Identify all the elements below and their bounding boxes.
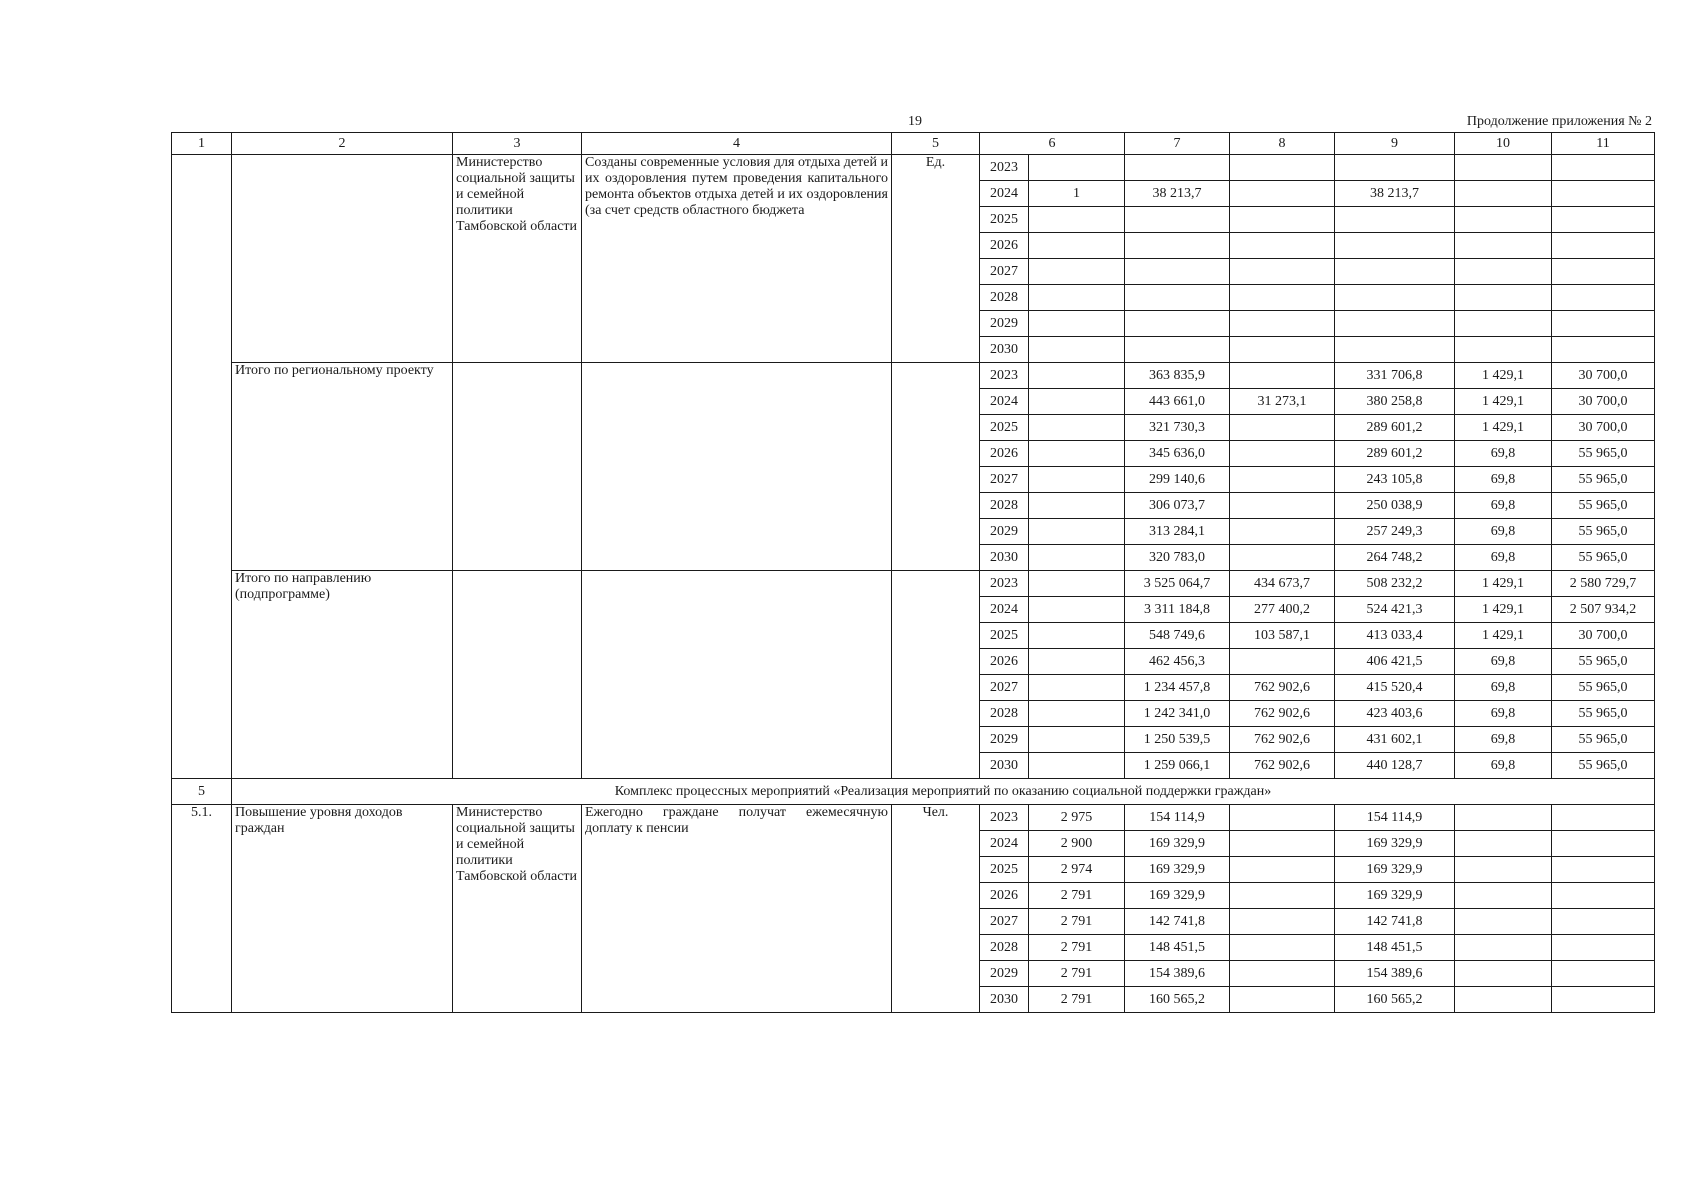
cell-value: 321 730,3 (1125, 415, 1230, 441)
cell-value: 69,8 (1455, 545, 1552, 571)
cell-value (1029, 207, 1125, 233)
cell-year: 2028 (980, 285, 1029, 311)
cell-value (1230, 883, 1335, 909)
cell-executor (453, 363, 582, 571)
cell-year: 2028 (980, 493, 1029, 519)
cell-result (582, 363, 892, 571)
cell-year: 2024 (980, 831, 1029, 857)
cell-value: 2 791 (1029, 987, 1125, 1013)
cell-value: 462 456,3 (1125, 649, 1230, 675)
cell-year: 2029 (980, 961, 1029, 987)
cell-unit: Чел. (892, 805, 980, 1013)
cell-number: 5.1. (172, 805, 232, 1013)
cell-value (1552, 909, 1655, 935)
cell-value: 313 284,1 (1125, 519, 1230, 545)
cell-result: Созданы современные условия для отдыха детей и их оздоровления путем проведения капитального ремонта объектов отдыха детей и их оздоровления (за счет средств областного бюджета (582, 155, 892, 363)
cell-value: 2 791 (1029, 909, 1125, 935)
cell-value: 2 580 729,7 (1552, 571, 1655, 597)
cell-result: Ежегодно граждане получат ежемесячную доплату к пенсии (582, 805, 892, 1013)
cell-value: 345 636,0 (1125, 441, 1230, 467)
header-cell: 6 (980, 133, 1125, 155)
cell-value: 434 673,7 (1230, 571, 1335, 597)
cell-value: 250 038,9 (1335, 493, 1455, 519)
cell-value: 1 242 341,0 (1125, 701, 1230, 727)
cell-value (1230, 805, 1335, 831)
cell-value: 55 965,0 (1552, 675, 1655, 701)
cell-value (1230, 285, 1335, 311)
cell-value: 1 429,1 (1455, 415, 1552, 441)
cell-value: 38 213,7 (1125, 181, 1230, 207)
cell-value: 406 421,5 (1335, 649, 1455, 675)
cell-year: 2025 (980, 857, 1029, 883)
cell-value: 169 329,9 (1125, 883, 1230, 909)
cell-value: 363 835,9 (1125, 363, 1230, 389)
cell-value (1230, 415, 1335, 441)
cell-value (1029, 337, 1125, 363)
cell-value: 331 706,8 (1335, 363, 1455, 389)
cell-value: 55 965,0 (1552, 753, 1655, 779)
cell-value (1230, 857, 1335, 883)
cell-value (1029, 519, 1125, 545)
cell-value (1552, 883, 1655, 909)
cell-year: 2027 (980, 259, 1029, 285)
cell-value: 3 311 184,8 (1125, 597, 1230, 623)
cell-value: 277 400,2 (1230, 597, 1335, 623)
cell-value (1552, 961, 1655, 987)
cell-value: 2 900 (1029, 831, 1125, 857)
cell-value: 1 429,1 (1455, 571, 1552, 597)
cell-year: 2028 (980, 935, 1029, 961)
continuation-note: Продолжение приложения № 2 (1466, 114, 1652, 129)
cell-value (1029, 415, 1125, 441)
cell-value: 142 741,8 (1125, 909, 1230, 935)
header-cell: 4 (582, 133, 892, 155)
cell-value: 30 700,0 (1552, 623, 1655, 649)
cell-value (1455, 233, 1552, 259)
cell-value: 762 902,6 (1230, 753, 1335, 779)
cell-value: 55 965,0 (1552, 441, 1655, 467)
cell-value (1029, 753, 1125, 779)
cell-value: 154 389,6 (1125, 961, 1230, 987)
header-cell: 2 (232, 133, 453, 155)
cell-value: 169 329,9 (1335, 857, 1455, 883)
cell-year: 2029 (980, 727, 1029, 753)
table-row (172, 571, 1655, 597)
cell-value (1029, 233, 1125, 259)
cell-value: 299 140,6 (1125, 467, 1230, 493)
cell-value (1455, 831, 1552, 857)
cell-value (1029, 597, 1125, 623)
cell-value: 55 965,0 (1552, 467, 1655, 493)
cell-value (1335, 259, 1455, 285)
cell-value: 380 258,8 (1335, 389, 1455, 415)
cell-value: 264 748,2 (1335, 545, 1455, 571)
cell-name (232, 155, 453, 363)
cell-value (1029, 155, 1125, 181)
cell-value (1125, 233, 1230, 259)
cell-value (1029, 675, 1125, 701)
cell-value: 69,8 (1455, 467, 1552, 493)
cell-value: 154 114,9 (1335, 805, 1455, 831)
cell-value: 1 234 457,8 (1125, 675, 1230, 701)
cell-value (1230, 961, 1335, 987)
cell-value (1335, 233, 1455, 259)
header-cell: 7 (1125, 133, 1230, 155)
cell-value (1230, 337, 1335, 363)
cell-value: 1 250 539,5 (1125, 727, 1230, 753)
cell-name: Итого по региональному проекту (232, 363, 453, 571)
cell-value (1029, 389, 1125, 415)
cell-value (1029, 701, 1125, 727)
cell-value (1029, 311, 1125, 337)
cell-value (1552, 181, 1655, 207)
cell-value (1455, 857, 1552, 883)
cell-value (1230, 363, 1335, 389)
cell-name: Повышение уровня доходов граждан (232, 805, 453, 1013)
cell-year: 2025 (980, 623, 1029, 649)
cell-value: 3 525 064,7 (1125, 571, 1230, 597)
cell-name: Итого по направлению (подпрограмме) (232, 571, 453, 779)
cell-value: 69,8 (1455, 649, 1552, 675)
cell-value: 169 329,9 (1125, 857, 1230, 883)
cell-value (1230, 259, 1335, 285)
cell-value: 508 232,2 (1335, 571, 1455, 597)
cell-year: 2030 (980, 753, 1029, 779)
cell-value (1230, 181, 1335, 207)
cell-value (1125, 337, 1230, 363)
cell-value (1230, 545, 1335, 571)
cell-value (1335, 207, 1455, 233)
cell-value (1029, 259, 1125, 285)
header-cell: 11 (1552, 133, 1655, 155)
cell-value: 1 (1029, 181, 1125, 207)
header-cell: 1 (172, 133, 232, 155)
cell-value (1029, 649, 1125, 675)
cell-value: 548 749,6 (1125, 623, 1230, 649)
cell-year: 2023 (980, 805, 1029, 831)
cell-number (172, 155, 232, 779)
cell-value: 154 114,9 (1125, 805, 1230, 831)
cell-value (1230, 909, 1335, 935)
cell-result (582, 571, 892, 779)
cell-value: 69,8 (1455, 519, 1552, 545)
header-cell: 9 (1335, 133, 1455, 155)
cell-value (1029, 363, 1125, 389)
cell-unit (892, 363, 980, 571)
cell-value: 69,8 (1455, 675, 1552, 701)
cell-value: 306 073,7 (1125, 493, 1230, 519)
cell-value (1455, 181, 1552, 207)
cell-value (1125, 155, 1230, 181)
cell-value (1125, 207, 1230, 233)
cell-value: 524 421,3 (1335, 597, 1455, 623)
cell-value (1552, 337, 1655, 363)
cell-year: 2030 (980, 987, 1029, 1013)
cell-year: 2030 (980, 545, 1029, 571)
cell-value: 38 213,7 (1335, 181, 1455, 207)
cell-year: 2028 (980, 701, 1029, 727)
cell-value (1029, 493, 1125, 519)
cell-value (1125, 285, 1230, 311)
cell-value (1552, 233, 1655, 259)
cell-value (1455, 935, 1552, 961)
cell-value: 440 128,7 (1335, 753, 1455, 779)
cell-year: 2024 (980, 389, 1029, 415)
cell-value (1455, 259, 1552, 285)
cell-year: 2025 (980, 207, 1029, 233)
cell-value (1029, 285, 1125, 311)
cell-value (1552, 935, 1655, 961)
cell-value (1552, 285, 1655, 311)
cell-value (1029, 467, 1125, 493)
cell-value (1335, 285, 1455, 311)
cell-year: 2026 (980, 441, 1029, 467)
cell-value: 2 974 (1029, 857, 1125, 883)
cell-value (1455, 909, 1552, 935)
cell-value (1455, 987, 1552, 1013)
header-row (172, 133, 1655, 155)
cell-value (1552, 805, 1655, 831)
cell-value (1029, 545, 1125, 571)
cell-value (1455, 337, 1552, 363)
table-body (172, 133, 1655, 1013)
cell-year: 2023 (980, 571, 1029, 597)
cell-year: 2029 (980, 311, 1029, 337)
cell-value (1552, 155, 1655, 181)
cell-executor: Министерство социальной защиты и семейной политики Тамбовской области (453, 155, 582, 363)
cell-value: 431 602,1 (1335, 727, 1455, 753)
cell-year: 2030 (980, 337, 1029, 363)
cell-value (1029, 623, 1125, 649)
cell-value (1230, 207, 1335, 233)
cell-value (1029, 571, 1125, 597)
cell-value (1029, 441, 1125, 467)
cell-unit (892, 571, 980, 779)
cell-value (1455, 155, 1552, 181)
cell-value (1552, 207, 1655, 233)
header-cell: 10 (1455, 133, 1552, 155)
cell-value: 257 249,3 (1335, 519, 1455, 545)
cell-value: 762 902,6 (1230, 701, 1335, 727)
cell-value: 169 329,9 (1335, 831, 1455, 857)
cell-value: 1 429,1 (1455, 623, 1552, 649)
cell-value (1230, 467, 1335, 493)
cell-value (1455, 207, 1552, 233)
cell-value: 423 403,6 (1335, 701, 1455, 727)
cell-value: 55 965,0 (1552, 493, 1655, 519)
cell-year: 2023 (980, 155, 1029, 181)
cell-value (1335, 311, 1455, 337)
cell-value (1552, 259, 1655, 285)
data-table (171, 132, 1655, 1013)
cell-value: 55 965,0 (1552, 701, 1655, 727)
cell-value: 31 273,1 (1230, 389, 1335, 415)
cell-value (1125, 259, 1230, 285)
cell-value: 55 965,0 (1552, 727, 1655, 753)
cell-value (1029, 727, 1125, 753)
cell-value (1455, 311, 1552, 337)
cell-value: 55 965,0 (1552, 649, 1655, 675)
cell-executor (453, 571, 582, 779)
cell-value: 2 507 934,2 (1552, 597, 1655, 623)
cell-year: 2024 (980, 597, 1029, 623)
cell-year: 2027 (980, 675, 1029, 701)
cell-value (1230, 493, 1335, 519)
cell-value (1455, 805, 1552, 831)
cell-value (1552, 311, 1655, 337)
cell-year: 2023 (980, 363, 1029, 389)
cell-value: 413 033,4 (1335, 623, 1455, 649)
cell-value (1230, 519, 1335, 545)
cell-value: 69,8 (1455, 701, 1552, 727)
cell-value: 169 329,9 (1335, 883, 1455, 909)
table-row (172, 363, 1655, 389)
table-row (172, 805, 1655, 831)
cell-value: 243 105,8 (1335, 467, 1455, 493)
cell-value: 30 700,0 (1552, 389, 1655, 415)
cell-value: 142 741,8 (1335, 909, 1455, 935)
cell-year: 2027 (980, 467, 1029, 493)
cell-year: 2026 (980, 649, 1029, 675)
header-cell: 3 (453, 133, 582, 155)
cell-value (1230, 233, 1335, 259)
cell-value: 169 329,9 (1125, 831, 1230, 857)
cell-year: 2027 (980, 909, 1029, 935)
cell-value: 2 975 (1029, 805, 1125, 831)
cell-executor: Министерство социальной защиты и семейной политики Тамбовской области (453, 805, 582, 1013)
cell-value: 148 451,5 (1335, 935, 1455, 961)
cell-value (1552, 857, 1655, 883)
cell-value (1230, 649, 1335, 675)
cell-value: 2 791 (1029, 883, 1125, 909)
cell-value: 69,8 (1455, 441, 1552, 467)
cell-value (1455, 961, 1552, 987)
cell-value (1230, 935, 1335, 961)
cell-value: 443 661,0 (1125, 389, 1230, 415)
table-row (172, 155, 1655, 181)
cell-unit: Ед. (892, 155, 980, 363)
cell-value: 154 389,6 (1335, 961, 1455, 987)
cell-value: 103 587,1 (1230, 623, 1335, 649)
cell-value: 30 700,0 (1552, 415, 1655, 441)
cell-value: 320 783,0 (1125, 545, 1230, 571)
cell-value: 69,8 (1455, 727, 1552, 753)
cell-value: 762 902,6 (1230, 727, 1335, 753)
cell-year: 2026 (980, 883, 1029, 909)
cell-value (1230, 441, 1335, 467)
cell-value: 415 520,4 (1335, 675, 1455, 701)
cell-value (1455, 883, 1552, 909)
cell-value (1125, 311, 1230, 337)
cell-value: 160 565,2 (1335, 987, 1455, 1013)
header-cell: 5 (892, 133, 980, 155)
page-number: 19 (908, 114, 922, 129)
cell-year: 2029 (980, 519, 1029, 545)
cell-year: 2025 (980, 415, 1029, 441)
cell-value (1230, 311, 1335, 337)
cell-value (1552, 987, 1655, 1013)
cell-value: 762 902,6 (1230, 675, 1335, 701)
cell-value (1230, 155, 1335, 181)
cell-value: 1 429,1 (1455, 363, 1552, 389)
cell-value (1335, 337, 1455, 363)
cell-value: 55 965,0 (1552, 545, 1655, 571)
cell-value: 2 791 (1029, 961, 1125, 987)
cell-value: 69,8 (1455, 753, 1552, 779)
cell-value (1552, 831, 1655, 857)
cell-value: 69,8 (1455, 493, 1552, 519)
cell-value: 160 565,2 (1125, 987, 1230, 1013)
cell-value (1230, 987, 1335, 1013)
cell-value: 55 965,0 (1552, 519, 1655, 545)
cell-value: 2 791 (1029, 935, 1125, 961)
section-title: Комплекс процессных мероприятий «Реализация мероприятий по оказанию социальной поддержки граждан» (232, 779, 1655, 805)
cell-value (1230, 831, 1335, 857)
cell-value (1335, 155, 1455, 181)
cell-value: 1 429,1 (1455, 389, 1552, 415)
cell-value: 289 601,2 (1335, 415, 1455, 441)
cell-value: 1 259 066,1 (1125, 753, 1230, 779)
header-cell: 8 (1230, 133, 1335, 155)
cell-value: 148 451,5 (1125, 935, 1230, 961)
cell-value (1455, 285, 1552, 311)
cell-value: 1 429,1 (1455, 597, 1552, 623)
cell-year: 2026 (980, 233, 1029, 259)
section-row (172, 779, 1655, 805)
cell-value: 289 601,2 (1335, 441, 1455, 467)
cell-value: 30 700,0 (1552, 363, 1655, 389)
cell-year: 2024 (980, 181, 1029, 207)
section-number: 5 (172, 779, 232, 805)
